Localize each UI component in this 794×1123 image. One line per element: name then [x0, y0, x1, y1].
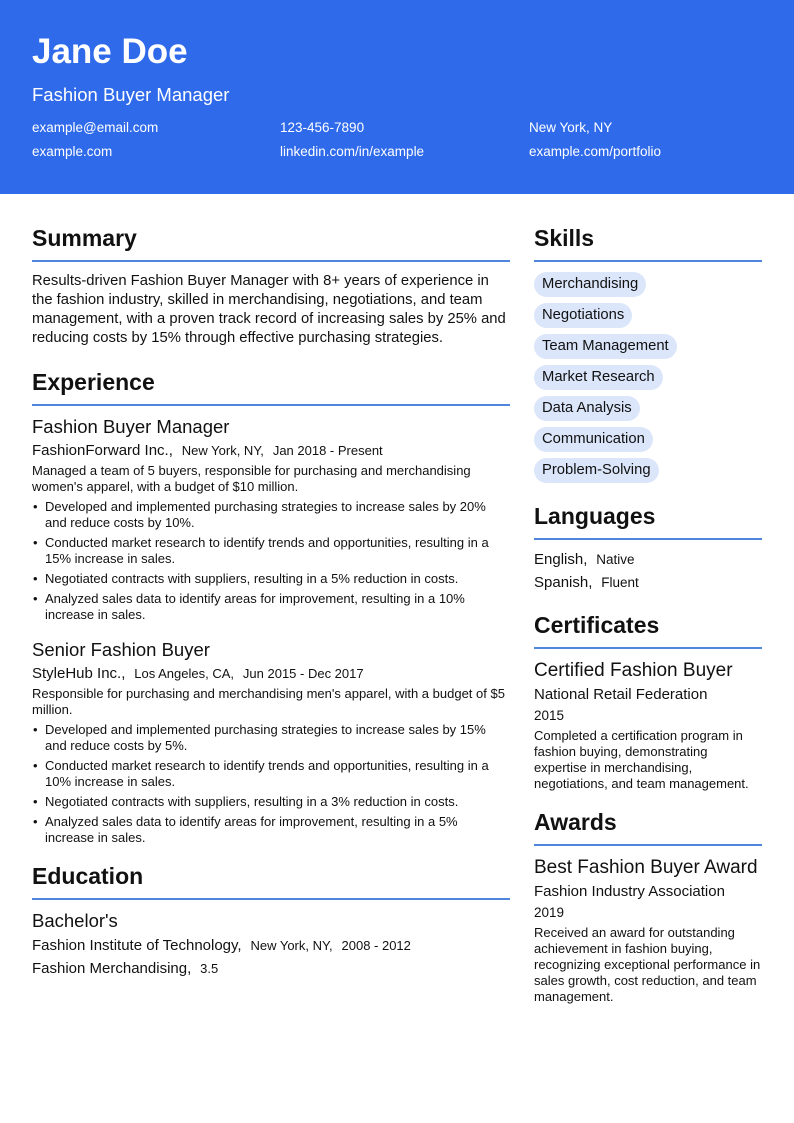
job-bullet: • Conducted market research to identify trends and opportunities, resulting in a 10% increase in sales.	[32, 758, 510, 790]
job-bullet: • Negotiated contracts with suppliers, resulting in a 5% reduction in costs.	[32, 571, 510, 587]
job-bullet: • Developed and implemented purchasing strategies to increase sales by 20% and reduce costs by 10%.	[32, 499, 510, 531]
job-location: New York, NY,	[181, 443, 264, 458]
skills-heading: Skills	[534, 224, 762, 262]
summary-heading: Summary	[32, 224, 510, 262]
education-school-line	[32, 937, 510, 955]
skills-list	[534, 272, 762, 483]
awards-heading: Awards	[534, 808, 762, 846]
job-description: Responsible for purchasing and merchandising men's apparel, with a budget of $5 million.	[32, 686, 505, 717]
job-role: Senior Fashion Buyer	[32, 639, 210, 660]
job-bullet: • Developed and implemented purchasing strategies to increase sales by 15% and reduce costs by 5%.	[32, 722, 510, 754]
job-company: FashionForward Inc.,	[32, 442, 173, 459]
education-school: Fashion Institute of Technology,	[32, 937, 242, 954]
skill-tag: Negotiations	[534, 303, 632, 328]
candidate-name: Jane Doe	[32, 32, 188, 71]
certificate-issuer: National Retail Federation	[534, 686, 708, 703]
language-name: English,	[534, 551, 588, 568]
job-location: Los Angeles, CA,	[134, 666, 235, 681]
job-bullet: • Analyzed sales data to identify areas for improvement, resulting in a 5% increase in sales.	[32, 814, 510, 846]
job-bullet: • Conducted market research to identify trends and opportunities, resulting in a 15% increase in sales.	[32, 535, 510, 567]
education-gpa: 3.5	[200, 961, 219, 976]
contact-linkedin[interactable]: linkedin.com/in/example	[280, 144, 425, 159]
education-location: New York, NY,	[250, 938, 333, 953]
language-level: Fluent	[601, 575, 639, 590]
certificate-item	[534, 659, 762, 792]
award-name: Best Fashion Buyer Award	[534, 857, 758, 878]
languages-list	[534, 550, 762, 592]
education-heading: Education	[32, 862, 510, 900]
job-bullet: • Negotiated contracts with suppliers, resulting in a 3% reduction in costs.	[32, 794, 510, 810]
experience-item	[32, 416, 510, 623]
language-item	[534, 550, 762, 569]
job-meta	[32, 442, 510, 460]
language-level: Native	[596, 552, 635, 567]
side-column	[534, 194, 762, 1021]
education-item	[32, 910, 510, 978]
contact-location: New York, NY	[529, 120, 613, 135]
job-role: Fashion Buyer Manager	[32, 416, 230, 437]
job-bullets	[32, 499, 510, 623]
languages-heading: Languages	[534, 502, 762, 540]
main-column	[32, 194, 510, 1021]
job-company: StyleHub Inc.,	[32, 665, 126, 682]
contact-email[interactable]: example@email.com	[32, 120, 159, 135]
job-bullet: • Analyzed sales data to identify areas for improvement, resulting in a 10% increase in sales.	[32, 591, 510, 623]
skill-tag: Team Management	[534, 334, 677, 359]
award-year: 2019	[534, 905, 565, 920]
summary-text: Results-driven Fashion Buyer Manager with 8+ years of experience in the fashion industry, skilled in merchandising, negotiations, and team management, with a proven track record of increasing sales by 25% and reducing costs by 15% through effective purchasing strategies.	[32, 273, 506, 346]
job-meta	[32, 665, 510, 683]
award-issuer: Fashion Industry Association	[534, 883, 725, 900]
education-field: Fashion Merchandising,	[32, 960, 192, 977]
contact-website[interactable]: example.com	[32, 144, 113, 159]
job-description: Managed a team of 5 buyers, responsible for purchasing and merchandising women's apparel, with a budget of $10 million.	[32, 463, 471, 494]
job-dates: Jan 2018 - Present	[272, 443, 383, 458]
resume-header	[0, 0, 794, 194]
resume-body	[0, 194, 794, 1021]
experience-heading: Experience	[32, 368, 510, 406]
contact-portfolio[interactable]: example.com/portfolio	[529, 144, 662, 159]
certificate-year: 2015	[534, 708, 565, 723]
job-bullets	[32, 722, 510, 846]
award-item	[534, 856, 762, 1005]
language-item	[534, 573, 762, 592]
skill-tag: Market Research	[534, 365, 663, 390]
education-dates: 2008 - 2012	[341, 938, 411, 953]
certificate-name: Certified Fashion Buyer	[534, 660, 733, 681]
contact-phone[interactable]: 123-456-7890	[280, 120, 365, 135]
skill-tag: Problem-Solving	[534, 458, 659, 483]
award-description: Received an award for outstanding achievement in fashion buying, recognizing exceptional performance in sales growth, cost reduction, and team management.	[534, 925, 761, 1004]
experience-item	[32, 639, 510, 846]
job-dates: Jun 2015 - Dec 2017	[242, 666, 364, 681]
certificates-heading: Certificates	[534, 611, 762, 649]
skill-tag: Data Analysis	[534, 396, 640, 421]
candidate-title: Fashion Buyer Manager	[32, 84, 230, 105]
contact-info	[32, 120, 762, 160]
skill-tag: Merchandising	[534, 272, 646, 297]
education-field-line	[32, 960, 510, 978]
certificate-description: Completed a certification program in fashion buying, demonstrating expertise in merchandising, negotiations, and team management.	[534, 728, 749, 791]
skill-tag: Communication	[534, 427, 653, 452]
language-name: Spanish,	[534, 574, 593, 591]
education-degree: Bachelor's	[32, 910, 118, 931]
